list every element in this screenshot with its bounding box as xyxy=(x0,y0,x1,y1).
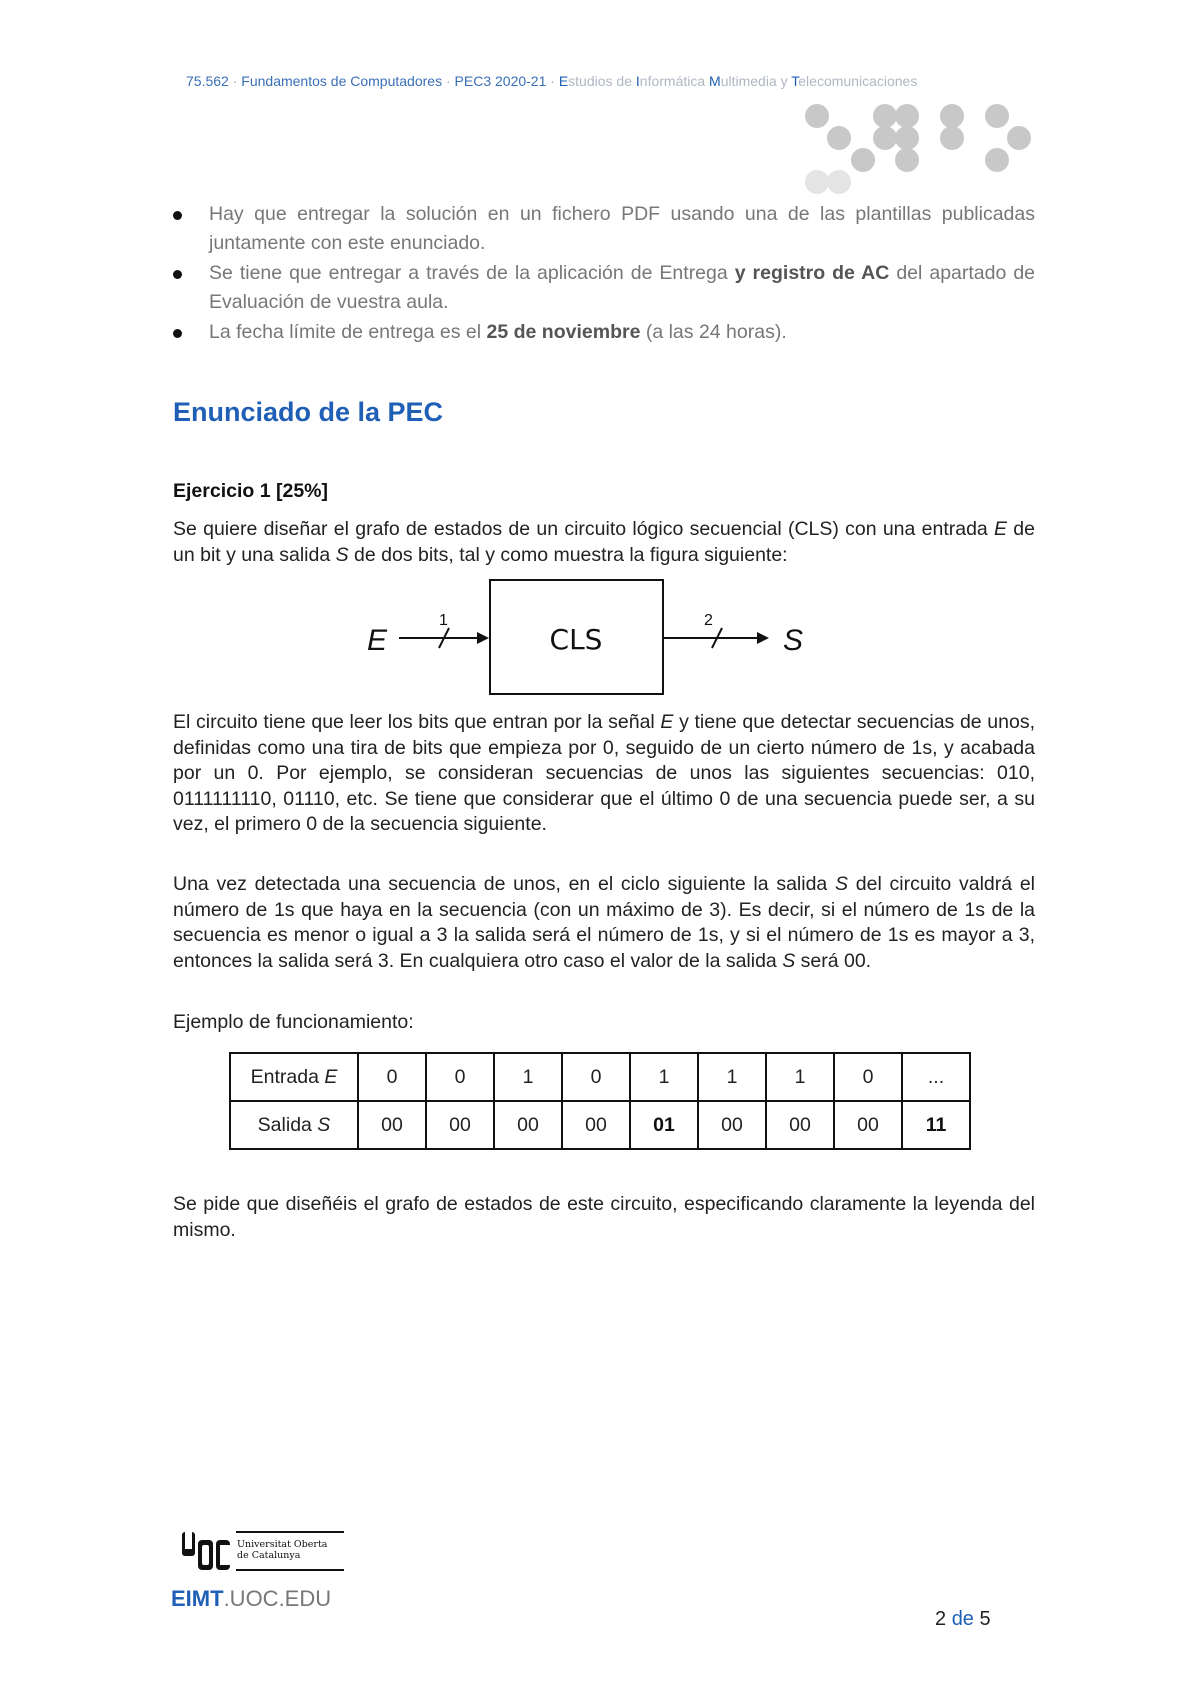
table-cell: 00 xyxy=(494,1101,562,1149)
table-cell: 0 xyxy=(834,1053,902,1101)
section-title: Enunciado de la PEC xyxy=(173,397,444,427)
cls-block-diagram xyxy=(359,572,839,698)
page-number: 2 de 5 xyxy=(935,1608,991,1630)
table-cell: 11 xyxy=(902,1101,970,1149)
studies-name: Estudios de Informática Multimedia y Telecomunicaciones xyxy=(558,73,918,89)
bullet-icon xyxy=(173,270,182,279)
table-cell: 00 xyxy=(834,1101,902,1149)
example-table xyxy=(229,1052,971,1150)
diagram-output-label: S xyxy=(783,624,804,657)
page-content xyxy=(173,200,1036,1241)
exercise-task: Se pide que diseñéis el grafo de estados de este circuito, especificando claramente la leyenda del mismo. xyxy=(173,1193,1035,1241)
table-row-header: Salida S xyxy=(230,1101,358,1149)
list-item: Hay que entregar la solución en un fichero PDF usando una de las plantillas publicadas juntamente con este enunciado. xyxy=(173,200,1035,258)
course-code: 75.562 xyxy=(186,73,229,89)
table-cell: 00 xyxy=(698,1101,766,1149)
table-cell: 01 xyxy=(630,1101,698,1149)
table-cell: 00 xyxy=(426,1101,494,1149)
example-label: Ejemplo de funcionamiento: xyxy=(173,1011,414,1033)
input-bus-width: 1 xyxy=(439,612,448,629)
bullet-icon xyxy=(173,329,182,338)
table-row-header: Entrada E xyxy=(230,1053,358,1101)
logo-line-2: de Catalunya xyxy=(237,1550,301,1561)
exercise-description: El circuito tiene que leer los bits que entran por la señal E y tiene que detectar secuencias de unos, definidas como una tira de bits que empieza por 0, seguido de un cierto número de 1s, y acabada por un 0. Por ejemplo, se consideran secuencias de unos las siguientes secuencias: 010, 0111111110, 01110, etc. Se tiene que considerar que el último 0 de una secuencia puede ser, a su vez, el primero 0 de la secuencia siguiente. xyxy=(173,711,1035,835)
table-cell: 00 xyxy=(358,1101,426,1149)
table-cell: 0 xyxy=(426,1053,494,1101)
table-cell: 00 xyxy=(766,1101,834,1149)
table-cell: ... xyxy=(902,1053,970,1101)
table-cell: 00 xyxy=(562,1101,630,1149)
bullet-icon xyxy=(173,211,182,220)
output-bus-width: 2 xyxy=(704,612,713,629)
table-cell: 1 xyxy=(630,1053,698,1101)
table-cell: 0 xyxy=(562,1053,630,1101)
exercise-output-rule: Una vez detectada una secuencia de unos, en el ciclo siguiente la salida S del circuito valdrá el número de 1s que haya en la secuencia (con un máximo de 3). Es decir, si el número de 1s de la secuencia es menor o igual a 3 la salida será el número de 1s, y si el número de 1s es mayor a 3, entonces la salida será 3. En cualquiera otro caso el valor de la salida S será 00. xyxy=(173,873,1036,972)
course-name: Fundamentos de Computadores xyxy=(241,73,443,89)
cls-block-label: CLS xyxy=(549,623,603,656)
uoc-logo xyxy=(180,1530,350,1572)
input-arrowhead xyxy=(477,632,489,644)
running-header: 75.562 · Fundamentos de Computadores · PEC3 2020-21 · Estudios de Informática Multimedia y Telecomunicaciones xyxy=(186,73,918,89)
diagram-input-label: E xyxy=(367,624,388,657)
table-cell: 1 xyxy=(698,1053,766,1101)
table-cell: 1 xyxy=(494,1053,562,1101)
delivery-instructions-list xyxy=(173,200,1035,347)
decorative-dots-graphic xyxy=(805,100,1045,200)
list-item: Se tiene que entregar a través de la aplicación de Entrega y registro de AC del apartado de Evaluación de vuestra aula. xyxy=(173,259,1035,317)
assignment-label: PEC3 2020-21 xyxy=(454,73,547,89)
table-cell: 1 xyxy=(766,1053,834,1101)
exercise-title: Ejercicio 1 [25%] xyxy=(173,480,328,502)
logo-line-1: Universitat Oberta xyxy=(237,1539,328,1550)
exercise-intro: Se quiere diseñar el grafo de estados de un circuito lógico secuencial (CLS) con una entrada E de un bit y una salida S de dos bits, tal y como muestra la figura siguiente: xyxy=(173,518,1035,566)
table-row xyxy=(230,1053,970,1101)
output-arrowhead xyxy=(757,632,769,644)
table-cell: 0 xyxy=(358,1053,426,1101)
eimt-site-label: EIMT.UOC.EDU xyxy=(171,1586,332,1611)
list-item: La fecha límite de entrega es el 25 de noviembre (a las 24 horas). xyxy=(173,318,1035,347)
table-row xyxy=(230,1101,970,1149)
